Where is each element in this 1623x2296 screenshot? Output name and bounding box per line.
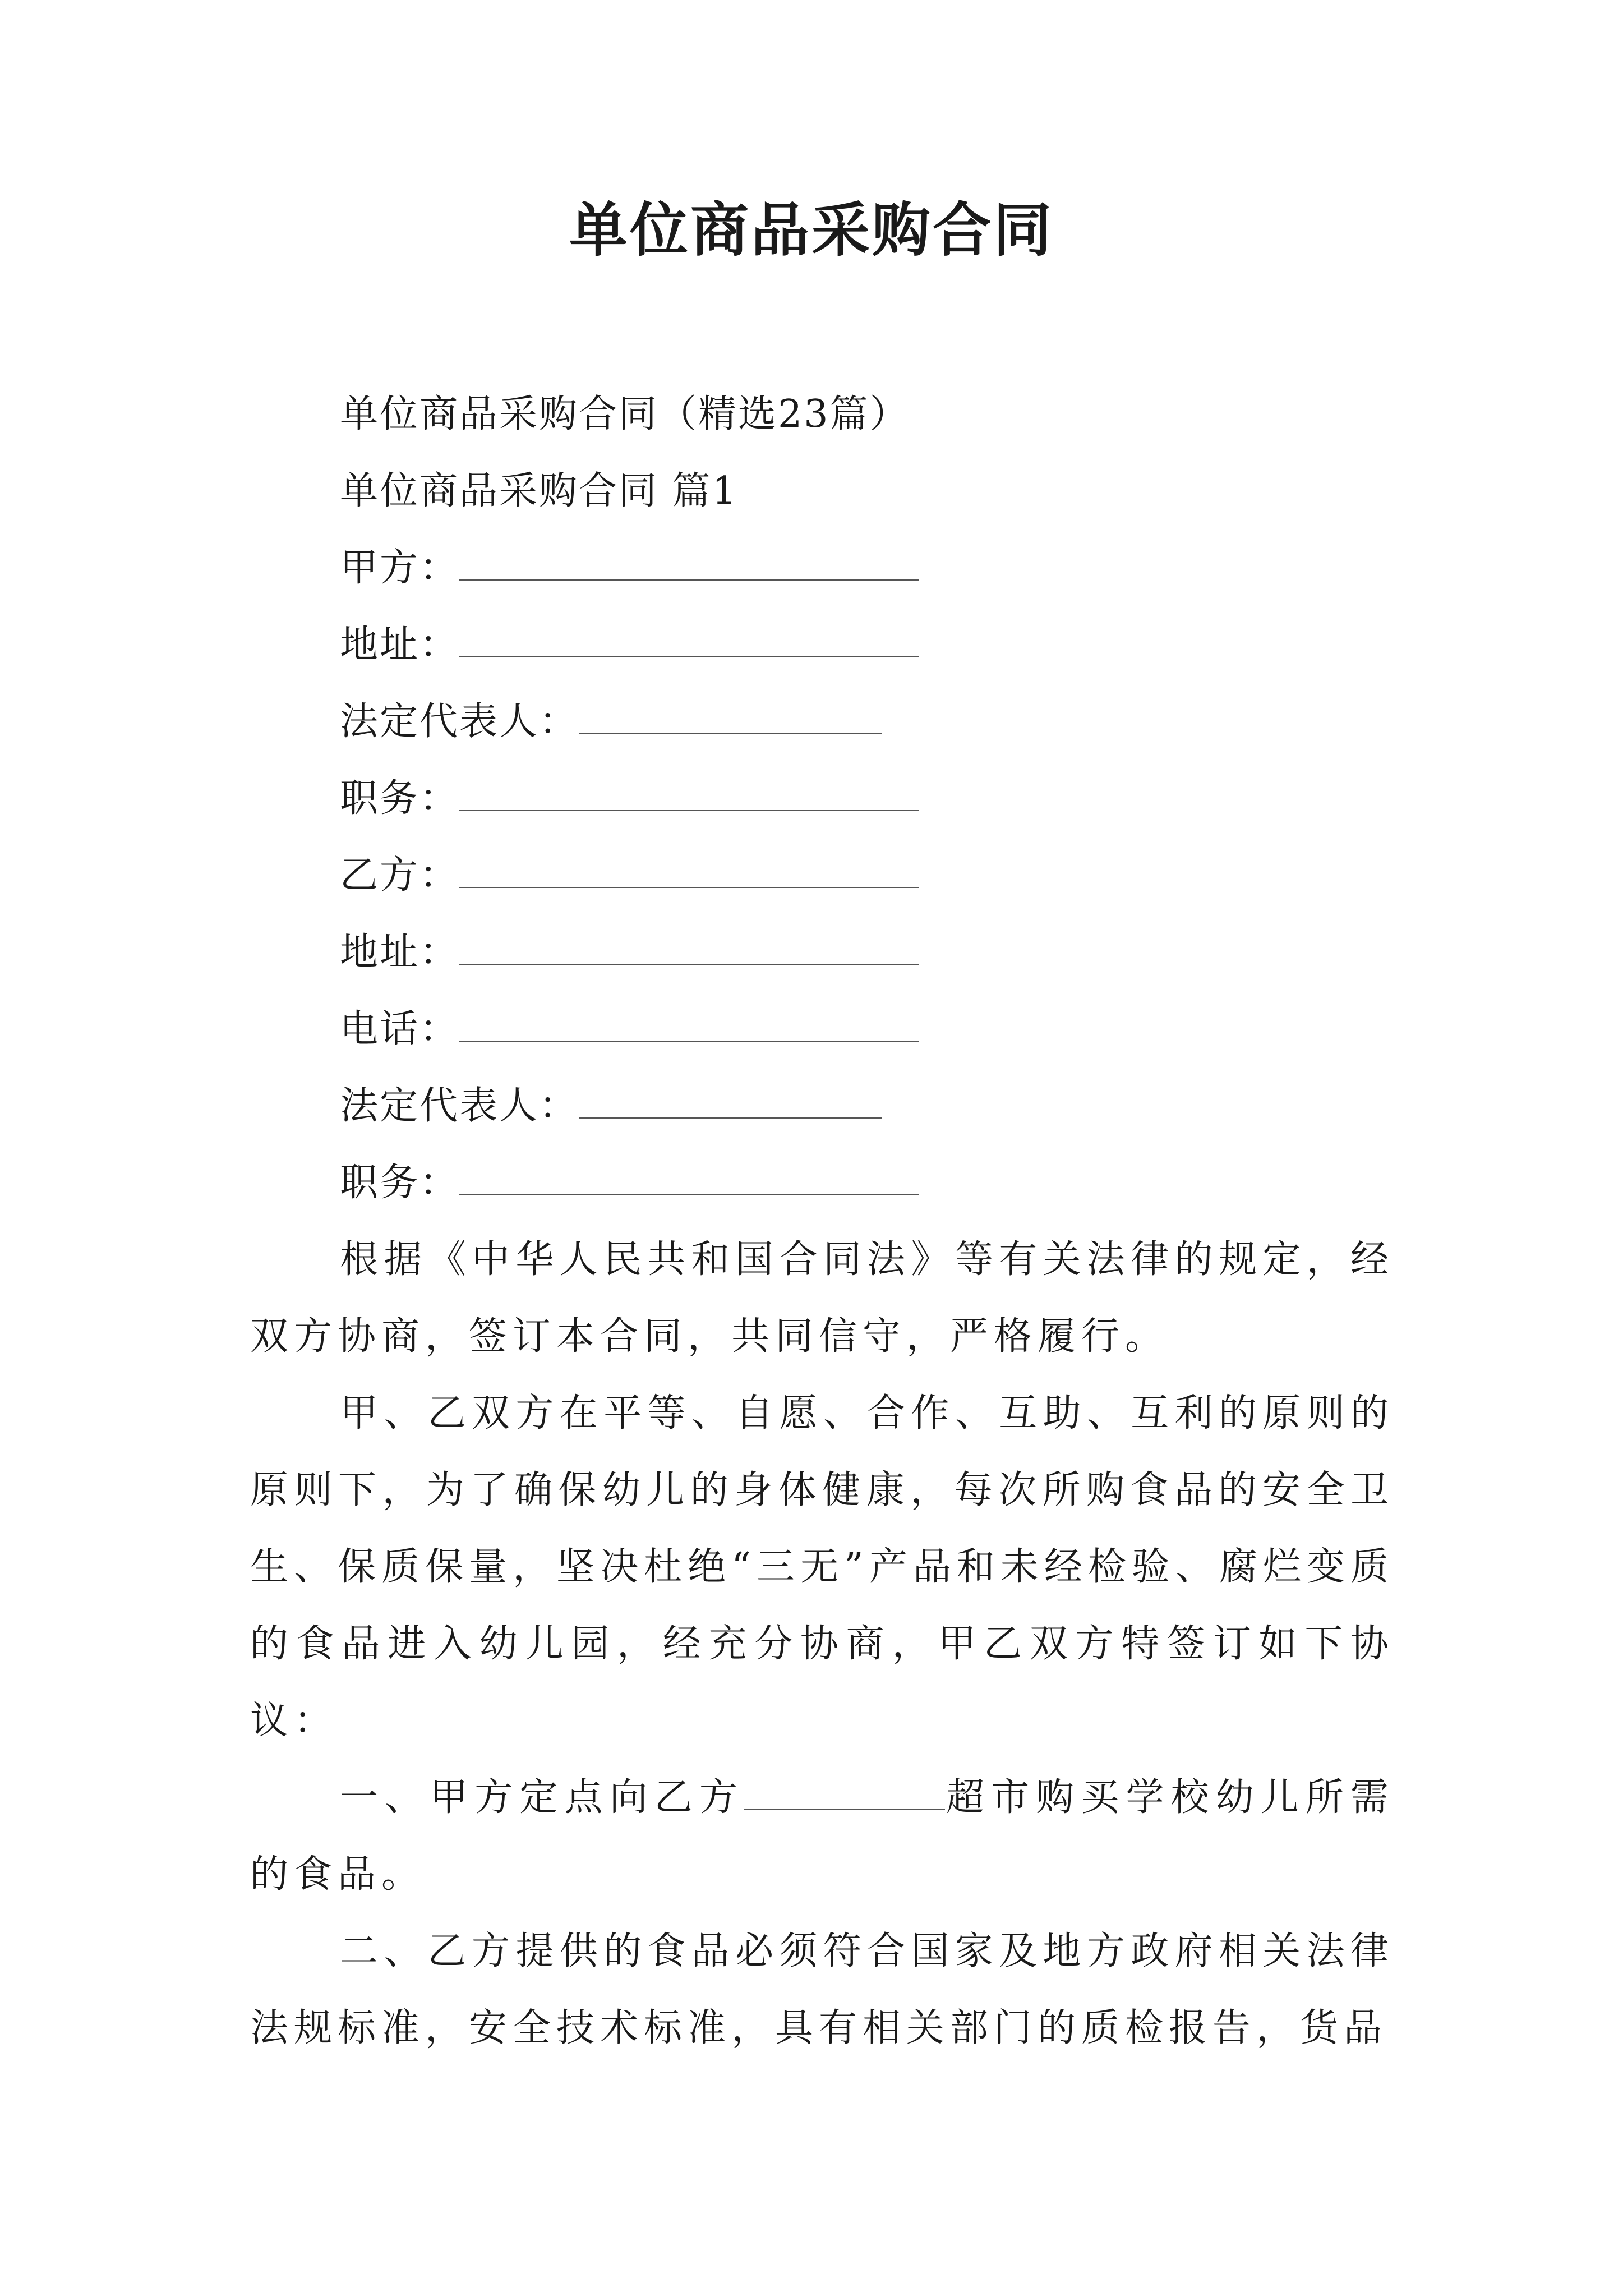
clause-one — [250, 1759, 1394, 1913]
field-party-a-address — [250, 606, 1394, 683]
field-label: 电话： — [340, 1007, 460, 1051]
field-label: 职务： — [340, 1161, 460, 1205]
blank-line — [459, 1162, 919, 1195]
clause-one-after: 超市购买学校幼儿所需的食品。 — [250, 1775, 1394, 1897]
field-party-a-legal-rep — [250, 683, 1394, 760]
document-body — [250, 376, 1394, 2067]
field-label: 乙方： — [340, 853, 460, 898]
paragraph-principles: 甲、乙双方在平等、自愿、合作、互助、互利的原则的原则下，为了确保幼儿的身体健康，每次所购食品的安全卫生、保质保量，坚决杜绝“三无”产品和未经检验、腐烂变质的食品进入幼儿园，经充分协商，甲乙双方特签订如下协议： — [250, 1391, 1394, 1743]
field-label: 职务： — [340, 776, 460, 821]
blank-line — [579, 1085, 882, 1119]
clause-two: 二、乙方提供的食品必须符合国家及地方政府相关法律法规标准，安全技术标准，具有相关部门的质检报告，货品 — [250, 1929, 1394, 2050]
field-label: 地址： — [340, 930, 460, 974]
document-title: 单位商品采购合同 — [569, 195, 1054, 264]
section-heading: 单位商品采购合同 篇1 — [340, 469, 738, 513]
clause-one-before: 一、甲方定点向乙方 — [340, 1775, 744, 1820]
blank-line — [459, 931, 919, 965]
blank-line — [459, 777, 919, 811]
blank-line — [459, 624, 919, 657]
field-label: 甲方： — [340, 546, 460, 590]
field-party-b-phone — [250, 991, 1394, 1068]
paragraph-legal-basis: 根据《中华人民共和国合同法》等有关法律的规定，经双方协商，签订本合同，共同信守，严格履行。 — [250, 1237, 1394, 1359]
field-party-b-address — [250, 914, 1394, 991]
blank-line — [459, 1008, 919, 1042]
blank-line — [579, 701, 882, 734]
field-label: 地址： — [340, 623, 460, 667]
field-party-b-legal-rep — [250, 1068, 1394, 1144]
field-party-a — [250, 530, 1394, 606]
blank-line — [459, 547, 919, 581]
blank-line — [459, 854, 919, 888]
field-party-b — [250, 837, 1394, 914]
field-label: 法定代表人： — [340, 700, 579, 744]
document-subtitle: 单位商品采购合同（精选23篇） — [340, 392, 910, 436]
blank-line — [744, 1777, 945, 1810]
field-party-b-position — [250, 1144, 1394, 1221]
field-party-a-position — [250, 760, 1394, 837]
field-label: 法定代表人： — [340, 1084, 579, 1128]
